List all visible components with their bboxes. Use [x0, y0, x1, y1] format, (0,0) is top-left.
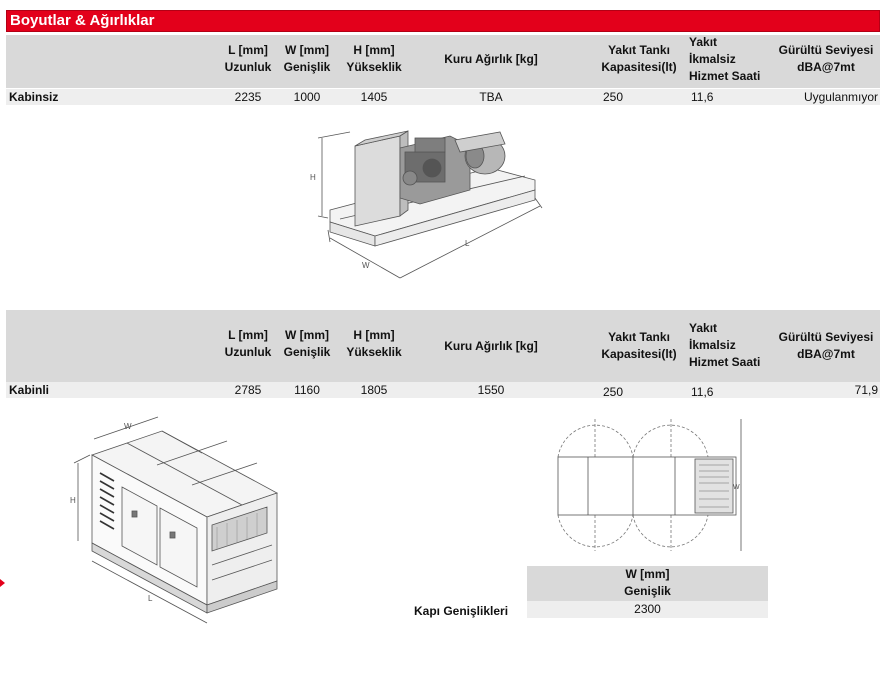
- cell-width: 1000: [293, 90, 321, 104]
- cell-dry-weight: 1550: [477, 383, 505, 397]
- section-title: Boyutlar & Ağırlıklar: [10, 12, 155, 29]
- door-swing-top-view: [553, 415, 748, 555]
- cell-noise: 71,9: [854, 383, 878, 397]
- header-fuel-tank: Yakıt Tankı Kapasitesi(lt): [601, 43, 677, 74]
- length-dimension-label: L: [148, 594, 153, 603]
- header-noise: Gürültü Seviyesi dBA@7mt: [778, 330, 874, 361]
- table-row-kabinsiz: [6, 89, 880, 105]
- header-height: H [mm] Yükseklik: [346, 43, 402, 74]
- row-label: Kabinli: [9, 383, 50, 397]
- cell-width: 1160: [294, 383, 320, 397]
- cell-length: 2785: [234, 383, 262, 397]
- header-dry-weight: Kuru Ağırlık [kg]: [444, 52, 538, 66]
- cell-autonomy: 11,6: [691, 385, 714, 399]
- door-width-label: Kapı Genişlikleri: [414, 604, 509, 618]
- canopy-generator-drawing: [62, 415, 292, 635]
- header-width: W [mm] Genişlik: [283, 328, 331, 359]
- door-width-header: [527, 566, 768, 601]
- header-length: L [mm] Uzunluk: [224, 328, 272, 359]
- header-length: L [mm] Uzunluk: [224, 43, 272, 74]
- cell-fuel-tank: 250: [603, 385, 624, 399]
- header-dry-weight: Kuru Ağırlık [kg]: [444, 339, 538, 353]
- radiator-shape: [355, 136, 400, 226]
- header-width: W [mm] Genişlik: [283, 43, 331, 74]
- cell-height: 1805: [360, 383, 388, 397]
- table-row-kabinli: [6, 382, 880, 398]
- width-dimension-label: W: [733, 484, 740, 491]
- header-noise: Gürültü Seviyesi dBA@7mt: [778, 43, 874, 74]
- cell-height: 1405: [360, 90, 388, 104]
- cell-fuel-tank: 250: [603, 90, 624, 104]
- header-autonomy: Yakıt İkmalsiz Hizmet Saati: [689, 35, 761, 83]
- top-grille-shape: [695, 459, 733, 513]
- width-dimension-label: W: [362, 261, 370, 270]
- height-dimension-label: H: [70, 496, 76, 505]
- open-generator-drawing: [300, 118, 550, 288]
- door-width-value: 2300: [634, 602, 661, 616]
- header-height: H [mm] Yükseklik: [346, 328, 402, 359]
- table-header-kabinli: [6, 310, 880, 382]
- cell-noise: Uygulanmıyor: [803, 90, 878, 104]
- width-dimension-line: [330, 238, 400, 278]
- length-dimension-label: L: [465, 239, 470, 248]
- cell-length: 2235: [234, 90, 262, 104]
- table-header-kabinsiz: [6, 35, 880, 88]
- section-title-bar: [6, 10, 880, 32]
- red-arrow-marker: [0, 579, 5, 587]
- cell-dry-weight: TBA: [479, 90, 503, 104]
- door-width-row: [527, 601, 768, 618]
- header-autonomy: Yakıt İkmalsiz Hizmet Saati: [689, 321, 761, 369]
- header-fuel-tank: Yakıt Tankı Kapasitesi(lt): [601, 330, 677, 361]
- width-dimension-label: W: [124, 422, 132, 431]
- cell-autonomy: 11,6: [691, 90, 714, 104]
- door-width-header-text: W [mm] Genişlik: [624, 567, 671, 598]
- height-dimension-label: H: [310, 173, 316, 182]
- row-label: Kabinsiz: [9, 90, 59, 104]
